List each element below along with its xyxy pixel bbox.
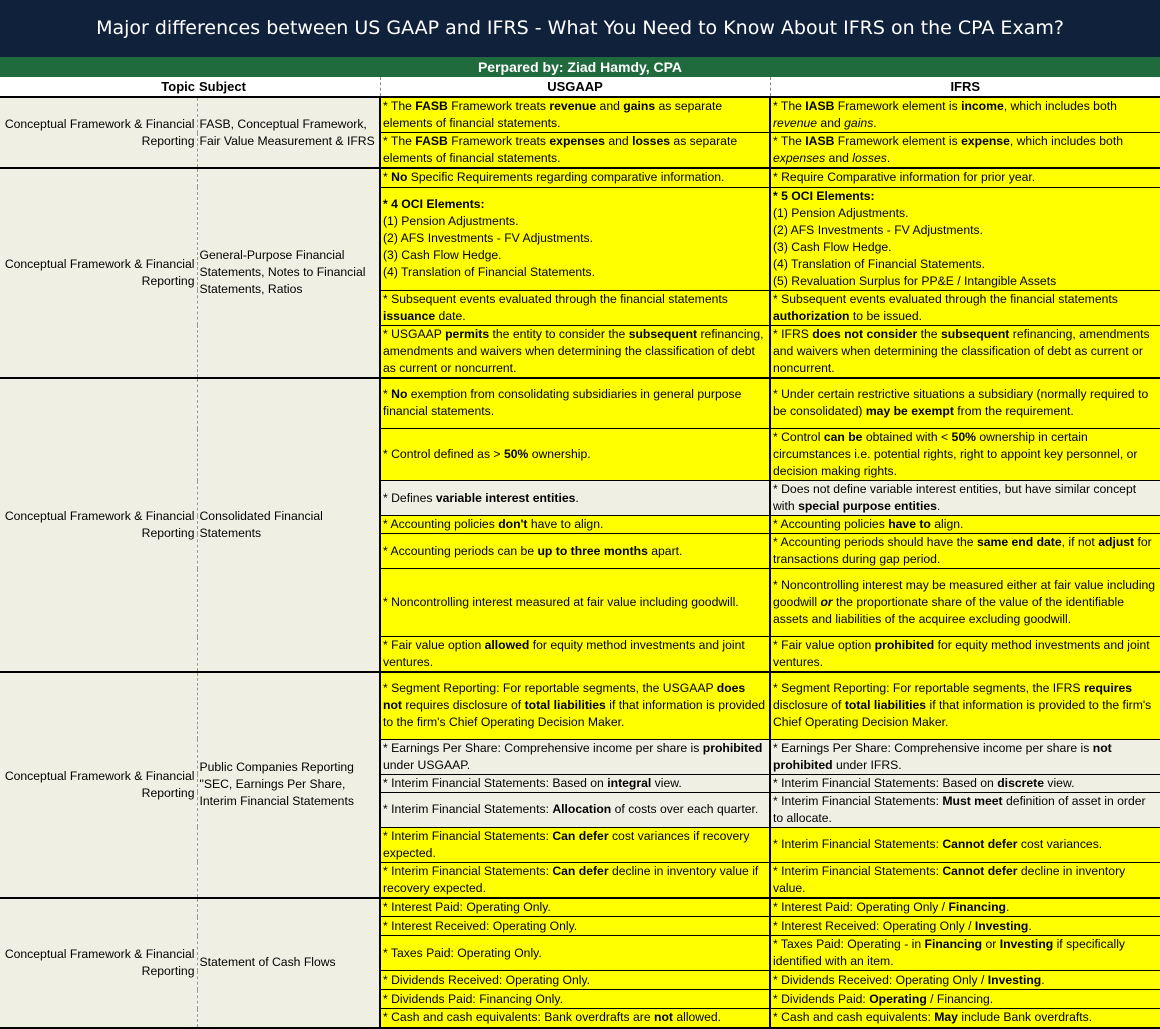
ifrs-cell: * Control can be obtained with < 50% ownership in certain circumstances i.e. potential rights, right to appoint key personnel, or decision making rights. [770, 429, 1160, 481]
ifrs-cell: * Under certain restrictive situations a subsidiary (normally required to be consolidated) may be exempt from the requirement. [770, 378, 1160, 429]
usgaap-cell: * No exemption from consolidating subsidiaries in general purpose financial statements. [380, 378, 770, 429]
subject-cell: General-Purpose Financial Statements, Notes to Financial Statements, Ratios [197, 168, 380, 378]
page-title: Major differences between US GAAP and IFRS - What You Need to Know About IFRS on the CPA Exam? [0, 0, 1160, 57]
usgaap-cell: * Segment Reporting: For reportable segments, the USGAAP does not requires disclosure of total liabilities if that information is provided to the firm's Chief Operating Decision Maker. [380, 672, 770, 739]
usgaap-cell: * Accounting periods can be up to three months apart. [380, 534, 770, 569]
ifrs-cell: * Dividends Paid: Operating / Financing. [770, 990, 1160, 1009]
ifrs-cell: * Interim Financial Statements: Cannot defer decline in inventory value. [770, 862, 1160, 898]
ifrs-cell: * Interim Financial Statements: Must meet definition of asset in order to allocate. [770, 792, 1160, 827]
header-usgaap: USGAAP [380, 77, 770, 97]
usgaap-cell: * Cash and cash equivalents: Bank overdrafts are not allowed. [380, 1009, 770, 1028]
table-row [0, 672, 1160, 739]
ifrs-cell: * Dividends Received: Operating Only / Investing. [770, 971, 1160, 990]
preparer-bar: Perpared by: Ziad Hamdy, CPA [0, 57, 1160, 77]
subject-cell: Statement of Cash Flows [197, 898, 380, 1028]
usgaap-cell: * Dividends Paid: Financing Only. [380, 990, 770, 1009]
topic-cell: Conceptual Framework & Financial Reporting [0, 672, 197, 898]
topic-cell: Conceptual Framework & Financial Reporting [0, 97, 197, 168]
comparison-table [0, 77, 1160, 1029]
ifrs-cell: * Segment Reporting: For reportable segments, the IFRS requires disclosure of total liabilities if that information is provided to the firm's Chief Operating Decision Maker. [770, 672, 1160, 739]
header-topic: Topic [0, 77, 197, 97]
table-body [0, 97, 1160, 1028]
usgaap-cell: * Subsequent events evaluated through the financial statements issuance date. [380, 290, 770, 325]
subject-cell: Public Companies Reporting "SEC, Earnings Per Share, Interim Financial Statements [197, 672, 380, 898]
ifrs-cell: * 5 OCI Elements: (1) Pension Adjustments. (2) AFS Investments - FV Adjustments. (3) Cash Flow Hedge. (4) Translation of Financial Statements. (5) Revaluation Surplus for PP&E / Intangible Assets [770, 187, 1160, 290]
ifrs-cell: * The IASB Framework element is income, which includes both revenue and gains. [770, 97, 1160, 133]
header-ifrs: IFRS [770, 77, 1160, 97]
ifrs-cell: * Interim Financial Statements: Cannot defer cost variances. [770, 827, 1160, 862]
table-row [0, 168, 1160, 187]
usgaap-cell: * Interim Financial Statements: Based on integral view. [380, 774, 770, 792]
usgaap-cell: * No Specific Requirements regarding comparative information. [380, 168, 770, 187]
usgaap-cell: * Interest Received: Operating Only. [380, 917, 770, 936]
usgaap-cell: * Fair value option allowed for equity method investments and joint ventures. [380, 637, 770, 673]
usgaap-cell: * USGAAP permits the entity to consider the subsequent refinancing, amendments and waivers when determining the classification of debt as current or noncurrent. [380, 325, 770, 378]
usgaap-cell: * Noncontrolling interest measured at fair value including goodwill. [380, 569, 770, 637]
table-row [0, 898, 1160, 917]
usgaap-cell: * The FASB Framework treats expenses and losses as separate elements of financial statements. [380, 133, 770, 169]
usgaap-cell: * The FASB Framework treats revenue and gains as separate elements of financial statements. [380, 97, 770, 133]
usgaap-cell: * Dividends Received: Operating Only. [380, 971, 770, 990]
usgaap-cell: * Accounting policies don't have to align. [380, 516, 770, 534]
usgaap-cell: * Defines variable interest entities. [380, 481, 770, 516]
ifrs-cell: * Interest Paid: Operating Only / Financing. [770, 898, 1160, 917]
ifrs-cell: * Interim Financial Statements: Based on discrete view. [770, 774, 1160, 792]
ifrs-cell: * Does not define variable interest entities, but have similar concept with special purpose entities. [770, 481, 1160, 516]
usgaap-cell: * Interim Financial Statements: Can defer cost variances if recovery expected. [380, 827, 770, 862]
topic-cell: Conceptual Framework & Financial Reporting [0, 898, 197, 1028]
ifrs-cell: * IFRS does not consider the subsequent refinancing, amendments and waivers when determining the classification of debt as current or noncurrent. [770, 325, 1160, 378]
subject-cell: FASB, Conceptual Framework, Fair Value Measurement & IFRS [197, 97, 380, 168]
ifrs-cell: * Require Comparative information for prior year. [770, 168, 1160, 187]
table-row [0, 97, 1160, 133]
ifrs-cell: * Earnings Per Share: Comprehensive income per share is not prohibited under IFRS. [770, 739, 1160, 774]
ifrs-cell: * Noncontrolling interest may be measured either at fair value including goodwill or the proportionate share of the value of the identifiable assets and liabilities of the acquiree excluding goodwill. [770, 569, 1160, 637]
usgaap-cell: * Interim Financial Statements: Allocation of costs over each quarter. [380, 792, 770, 827]
usgaap-cell: * Interest Paid: Operating Only. [380, 898, 770, 917]
header-subject: Subject [197, 77, 380, 97]
subject-cell: Consolidated Financial Statements [197, 378, 380, 673]
usgaap-cell: * 4 OCI Elements: (1) Pension Adjustments. (2) AFS Investments - FV Adjustments. (3) Cash Flow Hedge. (4) Translation of Financial Statements. [380, 187, 770, 290]
topic-cell: Conceptual Framework & Financial Reporting [0, 378, 197, 673]
ifrs-cell: * Accounting periods should have the same end date, if not adjust for transactions during gap period. [770, 534, 1160, 569]
ifrs-cell: * Interest Received: Operating Only / Investing. [770, 917, 1160, 936]
table-row [0, 378, 1160, 429]
topic-cell: Conceptual Framework & Financial Reporting [0, 168, 197, 378]
ifrs-cell: * The IASB Framework element is expense, which includes both expenses and losses. [770, 133, 1160, 169]
usgaap-cell: * Taxes Paid: Operating Only. [380, 936, 770, 971]
ifrs-cell: * Cash and cash equivalents: May include Bank overdrafts. [770, 1009, 1160, 1028]
usgaap-cell: * Earnings Per Share: Comprehensive income per share is prohibited under USGAAP. [380, 739, 770, 774]
ifrs-cell: * Fair value option prohibited for equity method investments and joint ventures. [770, 637, 1160, 673]
ifrs-cell: * Taxes Paid: Operating - in Financing or Investing if specifically identified with an item. [770, 936, 1160, 971]
header-row [0, 77, 1160, 97]
usgaap-cell: * Control defined as > 50% ownership. [380, 429, 770, 481]
ifrs-cell: * Accounting policies have to align. [770, 516, 1160, 534]
usgaap-cell: * Interim Financial Statements: Can defer decline in inventory value if recovery expected. [380, 862, 770, 898]
ifrs-cell: * Subsequent events evaluated through the financial statements authorization to be issued. [770, 290, 1160, 325]
